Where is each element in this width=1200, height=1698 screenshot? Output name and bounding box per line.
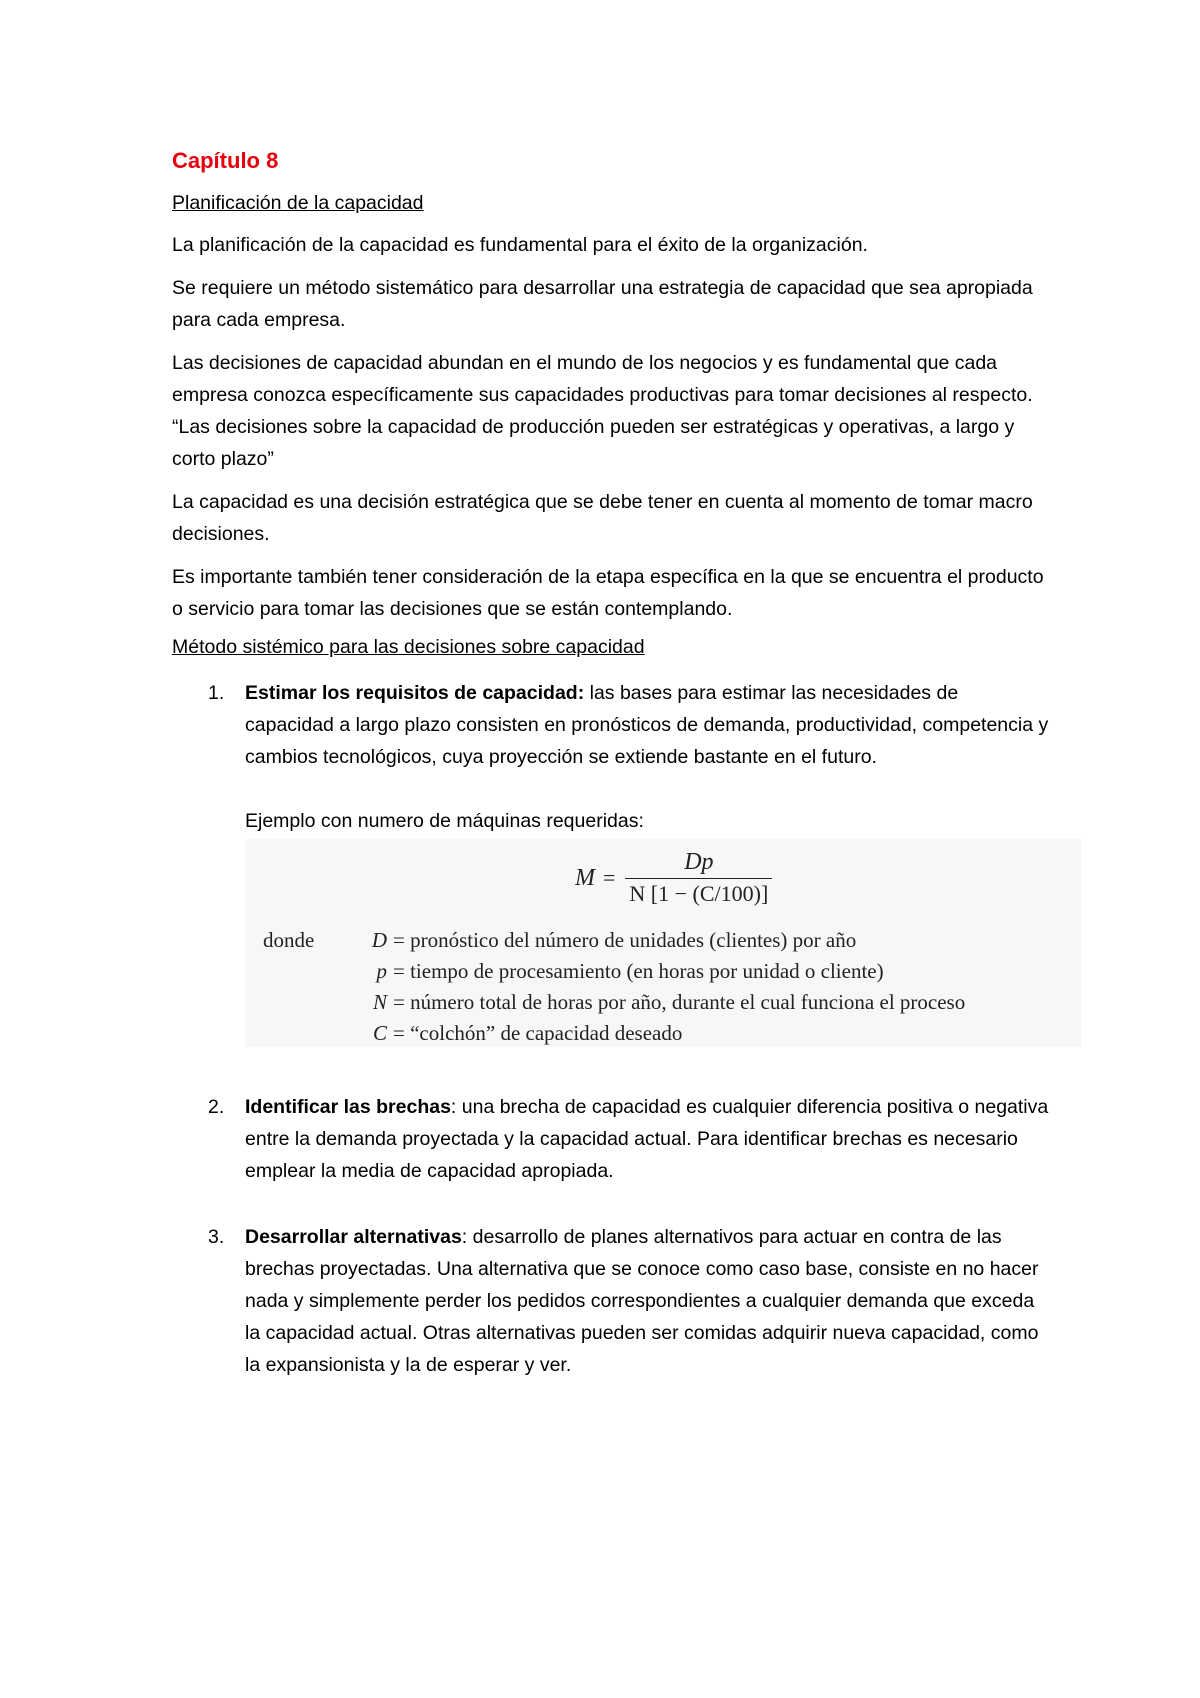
paragraph: Se requiere un método sistemático para desarrollar una estrategia de capacidad que sea apropiada para cada empresa. bbox=[172, 277, 1033, 331]
definition-symbol: C bbox=[372, 1021, 387, 1045]
section-title-planning: Planificación de la capacidad bbox=[172, 192, 424, 214]
definition-row bbox=[263, 956, 965, 987]
steps-list-continued bbox=[172, 1091, 1052, 1381]
formula-lhs: M bbox=[575, 864, 595, 891]
chapter-heading: Capítulo 8 bbox=[172, 148, 279, 173]
document-page bbox=[172, 140, 1052, 1415]
list-item bbox=[172, 677, 1052, 837]
step-text: : una brecha de capacidad es cualquier diferencia positiva o negativa entre la demanda proyectada y la capacidad actual. Para identificar brechas es necesario emplear la media de capacidad apropiada. bbox=[245, 1096, 1049, 1182]
formula-fraction bbox=[625, 849, 772, 907]
section-title-method: Método sistémico para las decisiones sobre capacidad bbox=[172, 636, 645, 658]
paragraph: Es importante también tener consideración de la etapa específica en la que se encuentra el producto o servicio para tomar las decisiones que se están contemplando. bbox=[172, 566, 1044, 620]
paragraph: Las decisiones de capacidad abundan en el mundo de los negocios y es fundamental que cada empresa conozca específicamente sus capacidades productivas para tomar decisiones al respecto. “Las decisiones sobre la capacidad de producción pueden ser estratégicas y operativas, a largo y corto plazo” bbox=[172, 352, 1033, 470]
paragraph: La capacidad es una decisión estratégica que se debe tener en cuenta al momento de tomar macro decisiones. bbox=[172, 491, 1033, 545]
formula-numerator: Dp bbox=[684, 849, 714, 875]
definition-symbol: N bbox=[372, 990, 387, 1014]
definition-symbol: D bbox=[371, 928, 387, 952]
where-label: donde bbox=[263, 928, 315, 952]
list-number: 3. bbox=[208, 1226, 225, 1248]
step-text: : desarrollo de planes alternativos para actuar en contra de las brechas proyectadas. Una alternativa que se conoce como caso base, consiste en no hacer nada y simplemente perder los pedidos correspondientes a cualquier demanda que exceda la capacidad actual. Otras alternativas pueden ser comidas adquirir nueva capacidad, como la expansionista y la de esperar y ver. bbox=[245, 1226, 1039, 1376]
step-title: Identificar las brechas bbox=[245, 1096, 451, 1118]
list-item bbox=[172, 1221, 1052, 1381]
list-number: 1. bbox=[208, 682, 225, 704]
definition-row bbox=[263, 1018, 965, 1049]
step-title: Desarrollar alternativas bbox=[245, 1226, 462, 1248]
list-number: 2. bbox=[208, 1096, 225, 1118]
definition-row bbox=[263, 925, 965, 956]
definition-text: = “colchón” de capacidad deseado bbox=[393, 1021, 683, 1045]
definition-text: = número total de horas por año, durante el cual funciona el proceso bbox=[393, 990, 966, 1014]
formula-equation bbox=[575, 849, 772, 907]
list-item bbox=[172, 1091, 1052, 1187]
definition-text: = pronóstico del número de unidades (clientes) por año bbox=[393, 928, 857, 952]
step-text: las bases para estimar las necesidades de capacidad a largo plazo consisten en pronósticos de demanda, productividad, competencia y cambios tecnológicos, cuya proyección se extiende bastante en el futuro. bbox=[245, 682, 1049, 768]
formula-definitions bbox=[263, 925, 965, 1049]
definition-symbol: p bbox=[376, 959, 387, 983]
formula-image bbox=[245, 839, 1081, 1047]
formula-denominator: N [1 − (C/100)] bbox=[625, 878, 772, 907]
formula-equals: = bbox=[603, 865, 616, 890]
definition-text: = tiempo de procesamiento (en horas por unidad o cliente) bbox=[393, 959, 884, 983]
paragraph: La planificación de la capacidad es fundamental para el éxito de la organización. bbox=[172, 234, 868, 256]
definition-row bbox=[263, 987, 965, 1018]
step-title: Estimar los requisitos de capacidad: bbox=[245, 682, 585, 704]
steps-list bbox=[172, 677, 1052, 837]
example-label: Ejemplo con numero de máquinas requeridas: bbox=[245, 810, 644, 832]
